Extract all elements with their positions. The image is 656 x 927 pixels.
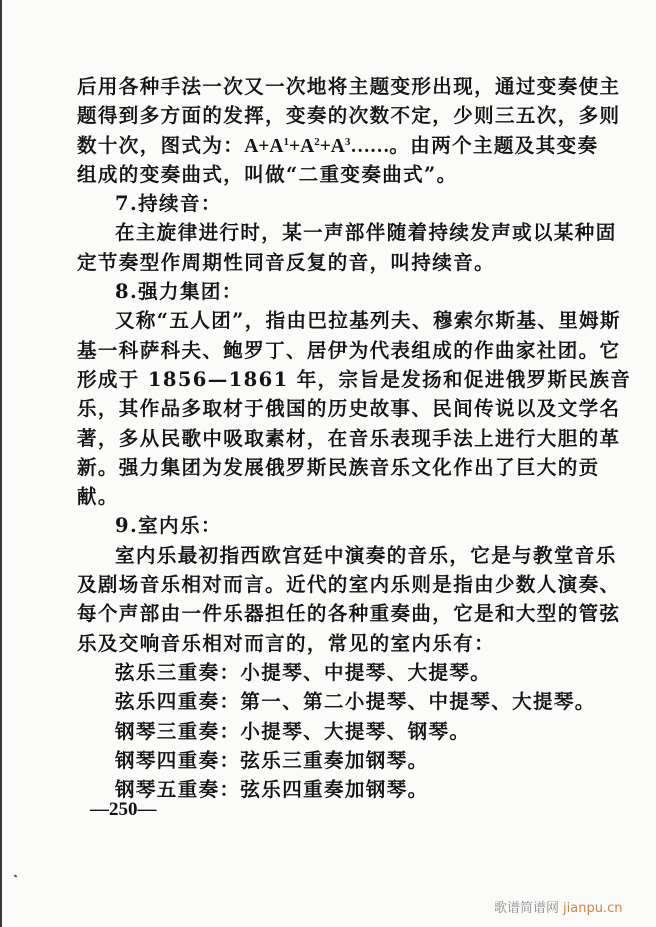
list-desc: 小提琴、大提琴、钢琴。 xyxy=(240,719,471,743)
list-term: 钢琴五重奏： xyxy=(115,778,241,802)
text-line: 定节奏型作周期性同音反复的音，叫持续音。 xyxy=(77,250,496,274)
list-desc: 小提琴、中提琴、大提琴。 xyxy=(240,660,492,684)
text-line: 著，多从民歌中吸取素材，在音乐表现手法上进行大胆的革 xyxy=(77,426,621,450)
section-heading-sustained-tone: 7.持续音： xyxy=(115,192,222,216)
text-line: 乐，其作品多取材于俄国的历史故事、民间传说以及文学名 xyxy=(77,397,621,421)
watermark-cn: 歌谱简谱网 xyxy=(494,901,560,916)
text-line: 又称“五人团”，指由巴拉基列夫、穆索尔斯基、里姆斯 xyxy=(115,309,621,333)
watermark-en: jianpu.cn xyxy=(563,901,623,916)
text-line: 室内乐最初指西欧宫廷中演奏的音乐，它是与教堂音乐 xyxy=(115,543,617,567)
text-line: 题得到多方面的发挥，变奏的次数不定，少则三五次，多则 xyxy=(77,104,621,128)
list-term: 钢琴三重奏： xyxy=(115,719,241,743)
page-number: —250— xyxy=(90,799,157,820)
formula-prefix: 数十次，图式为： xyxy=(77,133,245,157)
text-line: 在主旋律进行时，某一声部伴随着持续发声或以某种固 xyxy=(115,221,617,245)
variation-formula: $A+A^1+A^2+A^3\dots\dots$ xyxy=(244,135,390,157)
list-item xyxy=(77,717,582,746)
list-item xyxy=(77,658,582,687)
text-line: 乐及交响音乐相对而言的，常见的室内乐有： xyxy=(77,631,496,655)
text-line: 每个声部由一件乐器担任的各种重奏曲，它是和大型的管弦 xyxy=(77,602,621,626)
text-line: 形成于 1856—1861 年，宗旨是发扬和促进俄罗斯民族音 xyxy=(77,367,632,391)
list-desc: 弦乐四重奏加钢琴。 xyxy=(240,778,429,802)
scan-speck xyxy=(14,874,18,877)
page-edge-border xyxy=(0,0,2,927)
site-watermark xyxy=(494,897,622,916)
list-term: 钢琴四重奏： xyxy=(115,748,241,772)
text-line: 基一科萨科夫、鲍罗丁、居伊为代表组成的作曲家社团。它 xyxy=(77,338,621,362)
formula-suffix: 。由两个主题及其变奏 xyxy=(389,133,599,157)
list-desc: 第一、第二小提琴、中提琴、大提琴。 xyxy=(240,690,596,714)
document-page xyxy=(77,72,632,804)
section-heading-mighty-handful: 8.强力集团： xyxy=(115,280,243,304)
text-line: 后用各种手法一次又一次地将主题变形出现，通过变奏使主 xyxy=(77,75,621,98)
text-line: 及剧场音乐相对而言。近代的室内乐则是指由少数人演奏、 xyxy=(77,573,621,597)
text-line-formula xyxy=(77,131,599,160)
list-term: 弦乐三重奏： xyxy=(115,660,241,684)
list-item xyxy=(77,687,596,716)
section-heading-chamber-music: 9.室内乐： xyxy=(115,514,222,538)
list-desc: 弦乐三重奏加钢琴。 xyxy=(240,748,429,772)
text-line: 献。 xyxy=(77,485,119,509)
list-item xyxy=(77,746,582,775)
text-line: 新。强力集团为发展俄罗斯民族音乐文化作出了巨大的贡 xyxy=(77,455,600,479)
text-line: 组成的变奏曲式，叫做“二重变奏曲式”。 xyxy=(77,162,458,186)
list-term: 弦乐四重奏： xyxy=(115,690,241,714)
